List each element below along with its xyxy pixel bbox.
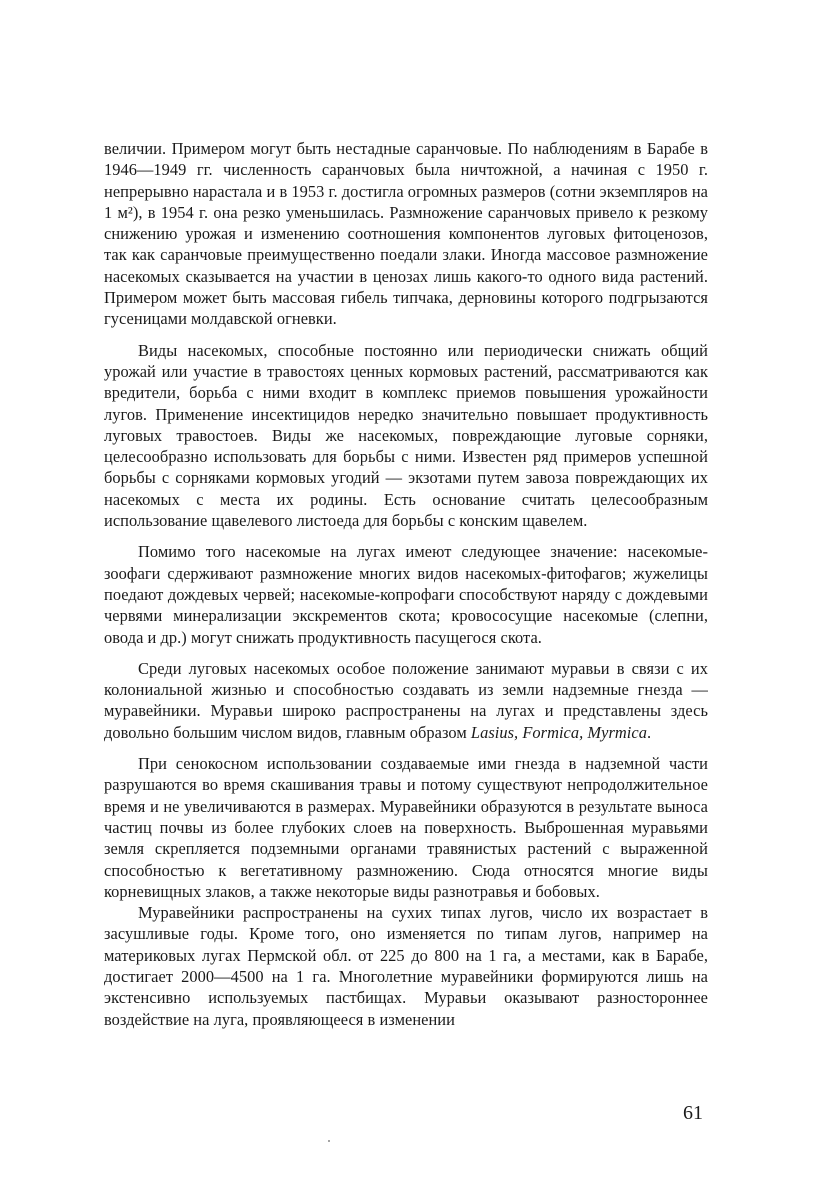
- paragraph-4-text: Среди луговых насекомых особое положение занимают муравьи в связи с их колониальной жизнью и способностью создавать из земли надземные гнезда — муравейники. Муравьи широко распространены на лугах и представлены здесь довольно большим числом видов, главным образом: [104, 658, 708, 742]
- paragraph-5: При сенокосном использовании создаваемые ими гнезда в надземной части разрушаются во время скашивания травы и потому существуют непродолжительное время и не увеличиваются в размерах. Муравейники образуются в результате выноса частиц почвы из более глубоких слоев на поверхность. Выброшенная муравьями земля скрепляется подземными органами травянистых растений с выраженной способностью к вегетативному размножению. Сюда относятся многие виды корневищных злаков, а также некоторые виды разнотравья и бобовых.: [104, 754, 708, 901]
- page-number: 61: [683, 1102, 703, 1124]
- paragraph-4: [104, 658, 708, 743]
- page-body: [104, 138, 708, 1030]
- scan-speck: [328, 1140, 330, 1142]
- paragraph-6: Муравейники распространены на сухих типах лугов, число их возрастает в засушливые годы. Кроме того, оно изменяется по типам лугов, например на материковых лугах Пермской обл. от 225 до 800 на 1 га, а местами, как в Барабе, достигает 2000—4500 на 1 га. Многолетние муравейники формируются лишь на экстенсивно используемых пастбищах. Муравьи оказывают разностороннее воздействие на луга, проявляющееся в изменении: [104, 903, 708, 1029]
- paragraph-3: Помимо того насекомые на лугах имеют следующее значение: насекомые-зоофаги сдерживают размножение многих видов насекомых-фитофагов; жужелицы поедают дождевых червей; насекомые-копрофаги способствуют наряду с дождевыми червями минерализации экскрементов скота; кровососущие насекомые (слепни, овода и др.) могут снижать продуктивность пасущегося скота.: [104, 542, 708, 647]
- paragraph-1: величии. Примером могут быть нестадные саранчовые. По наблюдениям в Барабе в 1946—1949 гг. численность саранчовых была ничтожной, а начиная с 1950 г. непрерывно нарастала и в 1953 г. достигла огромных размеров (сотни экземпляров на 1 м²), в 1954 г. она резко уменьшилась. Размножение саранчовых привело к резкому снижению урожая и изменению соотношения компонентов луговых фитоценозов, так как саранчовые преимущественно поедали злаки. Иногда массовое размножение насекомых сказывается на участии в ценозах лишь какого-то одного вида растений. Примером может быть массовая гибель типчака, дерновины которого подгрызаются гусеницами молдавской огневки.: [104, 139, 708, 329]
- paragraph-2: Виды насекомых, способные постоянно или периодически снижать общий урожай или участие в травостоях ценных кормовых растений, рассматриваются как вредители, борьба с ними входит в комплекс приемов повышения урожайности лугов. Применение инсектицидов нередко значительно повышает продуктивность луговых травостоев. Виды же насекомых, повреждающие луговые сорняки, целесообразно использовать для борьбы с ними. Известен ряд примеров успешной борьбы с сорняками кормовых угодий — экзотами путем завоза повреждающих их насекомых с места их родины. Есть основание считать целесообразным использование щавелевого листоеда для борьбы с конским щавелем.: [104, 340, 708, 531]
- ant-genera: Lasius, Formica, Myrmica: [470, 722, 647, 742]
- paragraph-4-end: .: [646, 722, 652, 742]
